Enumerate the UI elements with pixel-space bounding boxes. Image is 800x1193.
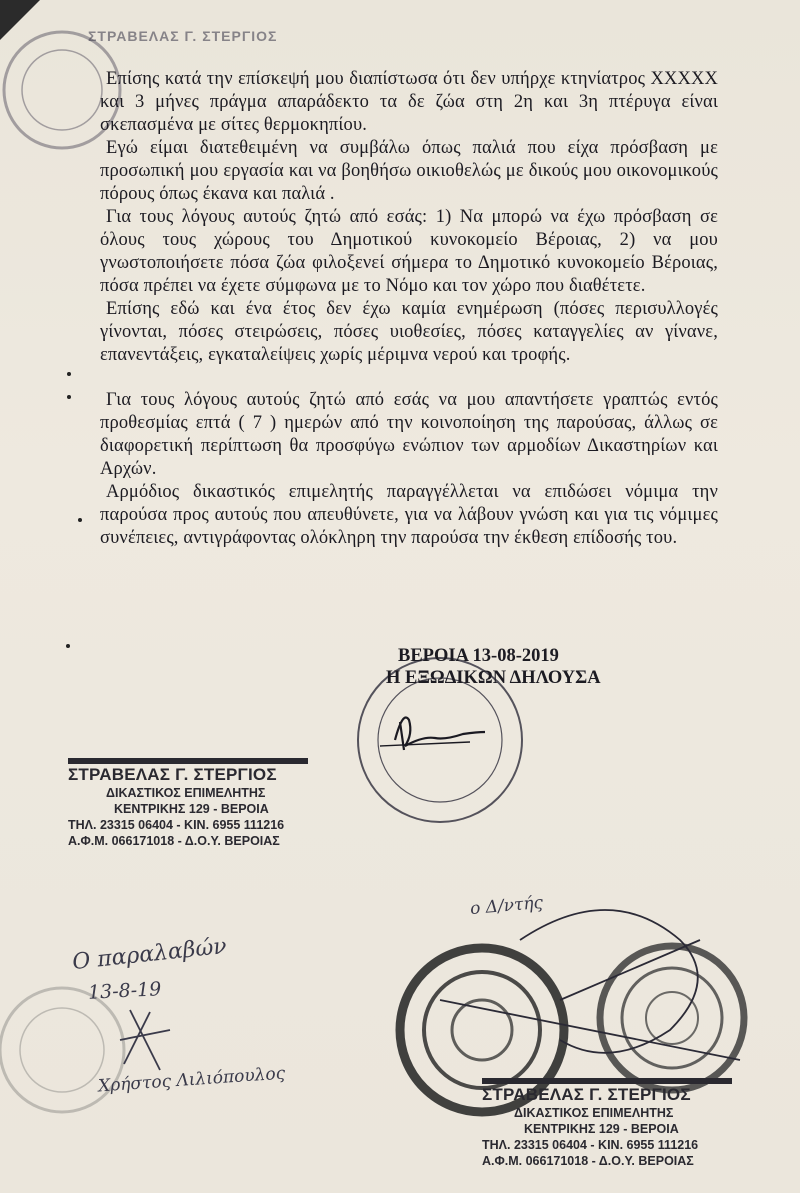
document-body xyxy=(100,68,718,550)
handwritten-note: ο Δ/ντής xyxy=(469,892,544,920)
stamp-role: ΔΙΚΑΣΤΙΚΟΣ ΕΠΙΜΕΛΗΤΗΣ xyxy=(106,786,266,800)
signer-title: Η ΕΞΩΔΙΚΩΝ ΔΗΛΟΥΣΑ xyxy=(386,668,601,688)
stamp-phone: ΤΗΛ. 23315 06404 - ΚΙΝ. 6955 111216 xyxy=(482,1138,699,1152)
stamp-name: ΣΤΡΑΒΕΛΑΣ Γ. ΣΤΕΡΓΙΟΣ xyxy=(68,758,308,785)
paragraph-1: Επίσης κατά την επίσκεψή μου διαπίστωσα ότι δεν υπήρχε κτηνίατρος ΧΧΧΧΧ και 3 μήνες πράγμα απαράδεκτο τα δε ζώα στη 2η και 3η πτέρυγα είναι σκεπασμένα με σίτες θερμοκηπίου. xyxy=(100,69,718,135)
margin-dot xyxy=(67,395,71,399)
stamp-role: ΔΙΚΑΣΤΙΚΟΣ ΕΠΙΜΕΛΗΤΗΣ xyxy=(514,1106,674,1120)
margin-dot xyxy=(66,644,70,648)
top-faded-stamp: ΣΤΡΑΒΕΛΑΣ Γ. ΣΤΕΡΓΙΟΣ xyxy=(88,28,278,44)
stamp-address: ΚΕΝΤΡΙΚΗΣ 129 - ΒΕΡΟΙΑ xyxy=(524,1122,679,1136)
paragraph-5: Για τους λόγους αυτούς ζητώ από εσάς να μου απαντήσετε γραπτώς εντός προθεσμίας επτά ( 7 ) ημερών από την κοινοποίηση της παρούσας, άλλως σε διαφορετική περίπτωση θα προσφύγω ενώπιον των αρμοδίων Δικαστηρίων και Αρχών. xyxy=(100,390,718,479)
paragraph-2: Εγώ είμαι διατεθειμένη να συμβάλω όπως παλιά που είχα πρόσβαση με προσωπική μου εργασία και να βοηθήσω οικιοθελώς με δικούς μου οικονομικούς πόρους όπως έκανα και παλιά . xyxy=(100,138,718,204)
stamp-name: ΣΤΡΑΒΕΛΑΣ Γ. ΣΤΕΡΓΙΟΣ xyxy=(482,1078,732,1105)
bottom-left-scribble xyxy=(120,1010,170,1070)
handwritten-received-date: 13-8-19 xyxy=(87,978,162,1004)
signature-mark xyxy=(380,718,485,751)
paragraph-6: Αρμόδιος δικαστικός επιμελητής παραγγέλλεται να επιδώσει νόμιμα την παρούσα προς αυτούς που απευθύνετε, για να λάβουν γνώση και για τις νόμιμες συνέπειες, αντιγράφοντας ολόκληρη την παρούσα την έκθεση επίδοσής του. xyxy=(100,482,718,548)
stamp-tax: Α.Φ.Μ. 066171018 - Δ.Ο.Υ. ΒΕΡΟΙΑΣ xyxy=(68,834,280,848)
stamp-phone: ΤΗΛ. 23315 06404 - ΚΙΝ. 6955 111216 xyxy=(68,818,285,832)
paragraph-3: Για τους λόγους αυτούς ζητώ από εσάς: 1) Να μπορώ να έχω πρόσβαση σε όλους τους χώρους του Δημοτικού κυνοκομείο Βέροιας, 2) να μου γνωστοποιήσετε πόσα ζώα φιλοξενεί σήμερα το Δημοτικό κυνοκομείο Βέροιας, πόσα πρέπει να έχετε σύμφωνα με το Νόμο και τον χώρο που διαθέτετε. xyxy=(100,207,718,296)
bailiff-stamp-1 xyxy=(68,758,308,849)
margin-dot xyxy=(78,518,82,522)
bottom-right-seal-right xyxy=(600,946,744,1090)
handwritten-received-name: Χρήστος Λιλιόπουλος xyxy=(97,1063,286,1097)
margin-dot xyxy=(67,372,71,376)
place-date: ΒΕΡΟΙΑ 13-08-2019 xyxy=(398,646,559,666)
stamp-address: ΚΕΝΤΡΙΚΗΣ 129 - ΒΕΡΟΙΑ xyxy=(114,802,269,816)
handwritten-received-label: Ο παραλαβών xyxy=(71,933,228,976)
bottom-right-signature xyxy=(440,910,740,1060)
paragraph-4: Επίσης εδώ και ένα έτος δεν έχω καμία ενημέρωση (πόσες περισυλλογές γίνονται, πόσες στειρώσεις, πόσες υιοθεσίες, πόσες καταγγελίες αν γίνανε, επανεντάξεις, εγκαταλείψεις χωρίς μέριμνα νερού και τροφής. xyxy=(100,299,718,365)
bailiff-stamp-2 xyxy=(482,1078,732,1169)
stamp-tax: Α.Φ.Μ. 066171018 - Δ.Ο.Υ. ΒΕΡΟΙΑΣ xyxy=(482,1154,694,1168)
